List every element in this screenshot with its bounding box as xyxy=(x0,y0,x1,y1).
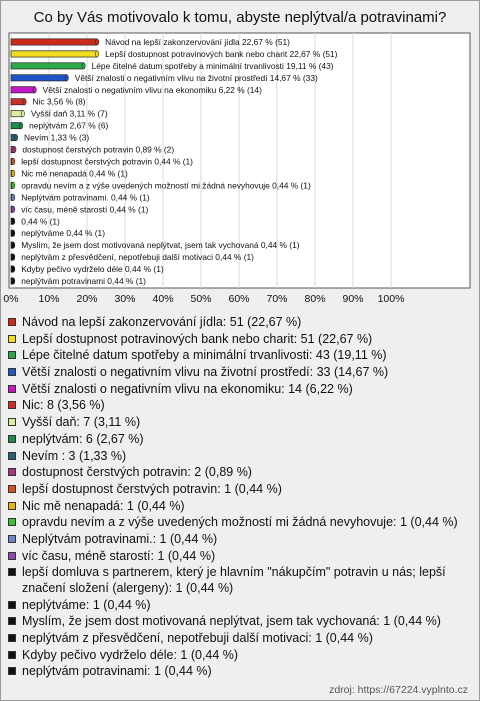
bar-group xyxy=(11,85,262,95)
legend-swatch xyxy=(8,617,16,625)
legend-swatch xyxy=(8,435,16,443)
legend-swatch xyxy=(8,667,16,675)
bar-label: neplýtvám 2,67 % (6) xyxy=(29,120,109,131)
x-tick-label: 80% xyxy=(304,293,326,305)
bar-label: neplýtváme 0,44 % (1) xyxy=(21,228,105,239)
x-tick-label: 70% xyxy=(266,293,288,305)
legend-swatch xyxy=(8,385,16,393)
bar-group xyxy=(11,276,146,286)
legend-swatch xyxy=(8,468,16,476)
legend-label: Lepší dostupnost potravinových bank nebo charit: 51 (22,67 %) xyxy=(22,331,373,346)
legend-item xyxy=(8,598,474,614)
x-tick-label: 30% xyxy=(114,293,136,305)
legend-item xyxy=(8,648,474,664)
x-tick-label: 10% xyxy=(38,293,60,305)
legend xyxy=(8,315,474,681)
legend-label: neplýtvám z přesvědčení, nepotřebuji další motivaci: 1 (0,44 %) xyxy=(22,630,373,645)
legend-swatch xyxy=(8,335,16,343)
bar-cap xyxy=(65,75,68,81)
x-tick-label: 60% xyxy=(228,293,250,305)
legend-swatch xyxy=(8,401,16,409)
bar-cap xyxy=(12,158,15,164)
bar-label: neplýtvám z přesvědčení, nepotřebuji další motivaci 0,44 % (1) xyxy=(21,252,254,263)
bar-group xyxy=(11,168,128,178)
legend-swatch xyxy=(8,452,16,460)
legend-item xyxy=(8,565,474,596)
legend-label: neplýtvám: 6 (2,67 %) xyxy=(22,431,144,446)
legend-label: neplýtvám potravinami: 1 (0,44 %) xyxy=(22,664,212,679)
legend-item xyxy=(8,515,474,531)
bar-label: dostupnost čerstvých potravin 0,89 % (2) xyxy=(22,144,175,155)
legend-item xyxy=(8,614,474,630)
bar-cap xyxy=(13,146,16,152)
legend-label: víc času, méně starostí: 1 (0,44 %) xyxy=(22,548,216,563)
legend-swatch xyxy=(8,351,16,359)
x-tick-label: 0% xyxy=(3,293,19,305)
bar-cap xyxy=(12,230,15,236)
legend-item xyxy=(8,315,474,331)
bar-group xyxy=(11,192,150,202)
bar-cap xyxy=(14,134,17,140)
x-tick-label: 90% xyxy=(342,293,364,305)
legend-label: Větší znalosti o negativním vlivu na ekonomiku: 14 (6,22 %) xyxy=(22,381,353,396)
bar-label: Neplýtvám potravinami. 0,44 % (1) xyxy=(21,192,150,203)
legend-item xyxy=(8,432,474,448)
bar-label: opravdu nevím a z výše uvedených možností mi žádná nevyhovuje 0,44 % (1) xyxy=(21,180,311,191)
bar-group xyxy=(11,252,254,262)
x-tick-label: 100% xyxy=(377,293,405,305)
legend-item xyxy=(8,631,474,647)
legend-item xyxy=(8,532,474,548)
bar xyxy=(11,63,84,69)
x-tick-label: 40% xyxy=(152,293,174,305)
source-note: zdroj: https://67224.vyplnto.cz xyxy=(329,684,468,696)
bar-cap xyxy=(96,51,99,57)
legend-swatch xyxy=(8,418,16,426)
bar-label: víc času, méně starostí 0,44 % (1) xyxy=(21,204,149,215)
legend-swatch xyxy=(8,601,16,609)
bar-label: Vyšší daň 3,11 % (7) xyxy=(30,108,108,119)
legend-swatch xyxy=(8,552,16,560)
bar-label: Nic 3,56 % (8) xyxy=(32,96,86,107)
legend-label: dostupnost čerstvých potravin: 2 (0,89 %) xyxy=(22,465,252,480)
legend-label: Nevím : 3 (1,33 %) xyxy=(22,448,127,463)
bar-group xyxy=(11,145,174,155)
legend-label: Nic: 8 (3,56 %) xyxy=(22,398,105,413)
legend-label: Neplýtvám potravinami.: 1 (0,44 %) xyxy=(22,531,218,546)
bar-cap xyxy=(12,278,15,284)
legend-item xyxy=(8,449,474,465)
legend-swatch xyxy=(8,634,16,642)
bar-group xyxy=(11,228,105,238)
legend-swatch xyxy=(8,518,16,526)
bar xyxy=(11,99,25,105)
bar-group xyxy=(11,240,300,250)
x-tick-label: 50% xyxy=(190,293,212,305)
legend-item xyxy=(8,332,474,348)
bar-label: Kdyby pečivo vydrželo déle 0,44 % (1) xyxy=(21,264,164,275)
legend-item xyxy=(8,365,474,381)
bar-cap xyxy=(96,39,99,45)
bar xyxy=(11,39,97,45)
legend-label: Návod na lepší zakonzervování jídla: 51 (22,67 %) xyxy=(22,315,302,329)
bar-plot xyxy=(0,0,480,310)
legend-item xyxy=(8,415,474,431)
legend-swatch xyxy=(8,535,16,543)
legend-item xyxy=(8,348,474,364)
bar-cap xyxy=(12,218,15,224)
bar-cap xyxy=(12,254,15,260)
legend-label: Lépe čitelné datum spotřeby a minimální trvanlivosti: 43 (19,11 %) xyxy=(22,348,387,363)
bar-cap xyxy=(12,206,15,212)
bar-group xyxy=(11,264,164,274)
bar-label: lepší dostupnost čerstvých potravin 0,44 % (1) xyxy=(21,156,193,167)
bar-group xyxy=(11,157,193,167)
bar-cap xyxy=(12,170,15,176)
bar-label: Větší znalosti o negativním vlivu na životní prostředí 14,67 % (33) xyxy=(74,72,318,83)
bar-cap xyxy=(23,99,26,105)
bar-label: 0,44 % (1) xyxy=(21,216,60,227)
bar xyxy=(11,51,97,57)
legend-label: neplýtváme: 1 (0,44 %) xyxy=(22,597,151,612)
bar-label: Lepší dostupnost potravinových bank nebo charit 22,67 % (51) xyxy=(105,48,338,59)
bar-cap xyxy=(12,182,15,188)
bar-cap xyxy=(33,87,36,93)
legend-swatch xyxy=(8,368,16,376)
bar-group xyxy=(11,204,148,214)
legend-label: Větší znalosti o negativním vlivu na životní prostředí: 33 (14,67 %) xyxy=(22,365,389,380)
bar-label: Větší znalosti o negativním vlivu na ekonomiku 6,22 % (14) xyxy=(42,84,262,95)
legend-label: Nic mě nenapadá: 1 (0,44 %) xyxy=(22,498,185,513)
legend-item xyxy=(8,465,474,481)
x-tick-label: 20% xyxy=(76,293,98,305)
bar-cap xyxy=(12,266,15,272)
legend-swatch xyxy=(8,318,16,326)
bar xyxy=(11,87,35,93)
legend-item xyxy=(8,382,474,398)
legend-item xyxy=(8,549,474,565)
legend-label: lepší dostupnost čerstvých potravin: 1 (0,44 %) xyxy=(22,481,282,496)
bar-cap xyxy=(12,194,15,200)
legend-swatch xyxy=(8,485,16,493)
bar-label: neplýtvám potravinami 0,44 % (1) xyxy=(21,276,146,287)
bar-cap xyxy=(20,123,23,129)
legend-item xyxy=(8,398,474,414)
bar-group xyxy=(11,180,311,190)
legend-label: Kdyby pečivo vydrželo déle: 1 (0,44 %) xyxy=(22,647,239,662)
bar-label: Lépe čitelné datum spotřeby a minimální trvanlivosti 19,11 % (43) xyxy=(91,60,334,71)
legend-label: Vyšší daň: 7 (3,11 %) xyxy=(22,415,141,430)
legend-item xyxy=(8,499,474,515)
legend-item xyxy=(8,482,474,498)
legend-label: lepší domluva s partnerem, který je hlavním "nákupčím" potravin u nás; lepší značení složení (alergeny): 1 (0,44 %) xyxy=(22,565,446,595)
legend-swatch xyxy=(8,651,16,659)
bar-cap xyxy=(12,242,15,248)
legend-swatch xyxy=(8,568,16,576)
bar-label: Nevím 1,33 % (3) xyxy=(24,132,90,143)
chart-title: Co by Vás motivovalo k tomu, abyste neplýtval/a potravinami? xyxy=(33,9,447,26)
bar xyxy=(11,75,67,81)
bar-label: Návod na lepší zakonzervování jídla 22,67 % (51) xyxy=(105,36,290,47)
legend-swatch xyxy=(8,502,16,510)
bar-label: Nic mě nenapadá 0,44 % (1) xyxy=(21,168,128,179)
legend-item xyxy=(8,664,474,680)
legend-label: Myslím, že jsem dost motivovaná neplýtvat, jsem tak vychovaná: 1 (0,44 %) xyxy=(22,614,441,629)
legend-label: opravdu nevím a z výše uvedených možností mi žádná nevyhovuje: 1 (0,44 %) xyxy=(22,515,458,530)
bar-cap xyxy=(82,63,85,69)
bar-cap xyxy=(21,111,24,117)
bar-label: Myslím, že jsem dost motivovaná neplýtvat, jsem tak vychovaná 0,44 % (1) xyxy=(21,240,300,251)
